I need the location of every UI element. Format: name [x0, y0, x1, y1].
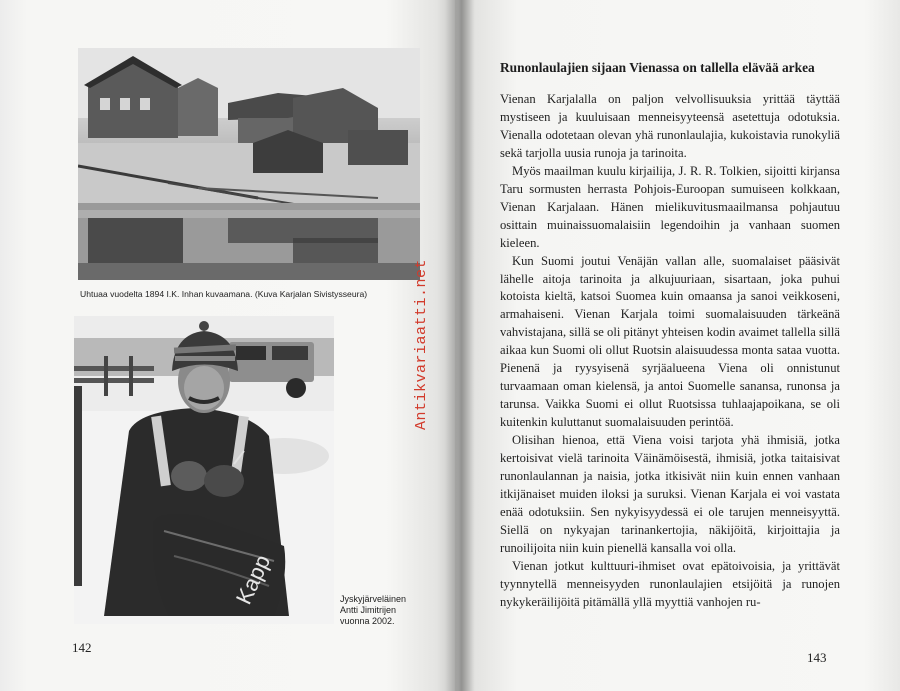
page-number-right: 143 — [807, 650, 827, 665]
village-photo — [78, 48, 420, 280]
photo2-caption — [340, 594, 450, 627]
portrait-photo — [74, 316, 334, 624]
village-photo-drawing — [78, 48, 420, 280]
bag-logo-text: Kapp — [230, 550, 276, 609]
photo1-caption: Uhtuaa vuodelta 1894 I.K. Inhan kuvaamana. (Kuva Karjalan Sivistysseura) — [80, 289, 368, 299]
page-number-left: 142 — [72, 640, 92, 655]
photo2-caption-line: Jyskyjärveläinen — [340, 594, 407, 604]
right-page — [455, 0, 900, 691]
photo2-caption-line: Antti Jimitrijen — [340, 605, 397, 615]
section-heading: Runonlaulajien sijaan Vienassa on tallella elävää arkea — [500, 60, 815, 75]
portrait-photo-drawing — [74, 316, 334, 624]
paragraph: Vienan jotkut kulttuuri-ihmiset ovat epätoivoisia, ja yrittävät tyynnytellä menneisyyden runonlaulajien etsijöitä ja runojen nykykeräilijöitä pitämällä yllä myyttiä vanhojen ru- — [500, 558, 840, 609]
paragraph: Myös maailman kuulu kirjailija, J. R. R. Tolkien, sijoitti kirjansa Taru sormusten herrasta Pohjois-Euroopan sumuiseen kolkkaan, Vienan Karjalaan. Hänen mielikuvitusmaailmansa pohjautuu osittain muinaissuomalaisiin legendoihin ja vanhaan suomen kieleen. — [500, 163, 840, 250]
body-text — [500, 91, 840, 612]
paragraph: Kun Suomi joutui Venäjän vallan alle, suomalaiset pääsivät lähelle aitoja tarinoita ja alkujuuriaan, sisartaan, joka puhui kotoista kieltä, katsoi Suomea kuin omaansa ja sanoi veikkoseni, armahaiseni. Vienan Karjala toimi suomalaisuuden tärkeänä vahvistajana, sillä se oli pitänyt yhteisen kodin avaimet tallella sillä aikaa kun Suomi oli ollut Ruotsin alaisuudessa monta sataa vuotta. Pienenä ja ryysyisenä syrjäalueena Viena oli onnistunut turvaamaan oman kielensä, ja antoi Suomelle sanansa, runonsa ja tarunsa. Vaikka Suomi ei ollut Ruotsissa tuhlaajapoikana, se oli kuitenkin kuluttanut suomalaisuuden perintöä. — [500, 253, 840, 430]
photo2-caption-line: vuonna 2002. — [340, 616, 395, 626]
paragraph: Olisihan hienoa, että Viena voisi tarjota yhä ihmisiä, jotka kertoisivat vielä tarinoita Väinämöisestä, ihmisiä, jotka taitaisivat runonlaulannan ja naisia, jotka itkisivät niin kuin ennen vanhaan itkijänaiset muiden iloksi ja suruksi. Vienan Karjala ei voi vastata enää odotuksiin. Sen nykyisyydessä ei ole tarujen menneisyyttä. Siellä on nykyajan tarinankertojia, näkijöitä, kirjoittajia ja runoilijoita niin kuin pienellä kansalla voi olla. — [500, 433, 840, 555]
watermark: Antikvariaatti.net — [413, 258, 430, 430]
paragraph: Vienan Karjalalla on paljon velvollisuuksia yrittää täyttää mystiseen ja kuuluisaan menneisyyteensä asetettuja odotuksia. Vienalla odotetaan olevan yhä runonlaulajia, kukoistavia runokyliä sekä tarjolla uusia runoja ja tarinoita. — [500, 92, 840, 160]
